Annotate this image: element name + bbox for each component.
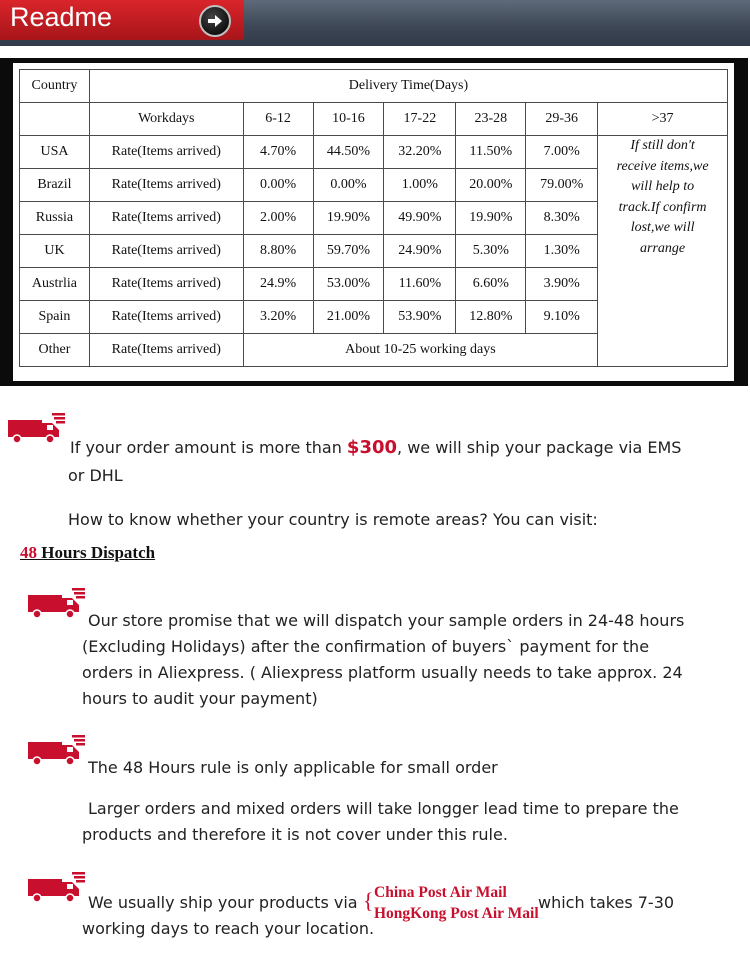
country-header: Country	[20, 70, 90, 103]
rate-cell: 53.90%	[384, 301, 456, 334]
note-line: If still don't	[630, 138, 695, 153]
rate-cell: 2.00%	[243, 202, 313, 235]
header-bar	[0, 0, 750, 46]
rate-label: Rate(Items arrived)	[89, 268, 243, 301]
order-suffix: , we will ship your package via EMS	[397, 438, 682, 457]
range-header: 29-36	[526, 103, 598, 136]
country-cell: Brazil	[20, 169, 90, 202]
mail-option-china: China Post Air Mail	[374, 884, 507, 901]
rate-cell: 6.60%	[456, 268, 526, 301]
rate-label: Rate(Items arrived)	[89, 301, 243, 334]
dispatch-section-title	[20, 543, 155, 563]
table-row	[20, 136, 728, 169]
rate-cell: 0.00%	[313, 169, 384, 202]
order-amount-line	[70, 435, 681, 461]
rate-cell: 24.9%	[243, 268, 313, 301]
workdays-label: Workdays	[89, 103, 243, 136]
country-cell: Austrlia	[20, 268, 90, 301]
rate-cell: 21.00%	[313, 301, 384, 334]
country-cell: USA	[20, 136, 90, 169]
rate-cell: 1.30%	[526, 235, 598, 268]
delivery-table-sheet	[13, 63, 734, 381]
ship-prefix: We usually ship your products via	[88, 893, 358, 912]
promise-line: orders in Aliexpress. ( Aliexpress platform usually needs to take approx. 24	[82, 663, 683, 682]
range-header: 10-16	[313, 103, 384, 136]
rate-cell: 8.30%	[526, 202, 598, 235]
rate-cell: 8.80%	[243, 235, 313, 268]
range-header: 6-12	[243, 103, 313, 136]
brace-mark: {	[363, 888, 374, 913]
range-header: >37	[598, 103, 728, 136]
mail-option-hongkong: HongKong Post Air Mail	[374, 905, 539, 922]
rate-label: Rate(Items arrived)	[89, 202, 243, 235]
note-cell	[598, 136, 728, 367]
country-cell: Other	[20, 334, 90, 367]
rate-cell: 5.30%	[456, 235, 526, 268]
rate-cell: 32.20%	[384, 136, 456, 169]
note-line: will help to	[631, 179, 695, 194]
country-cell: Spain	[20, 301, 90, 334]
ship-line-2: working days to reach your location.	[82, 919, 375, 938]
truck-icon	[28, 585, 86, 619]
rate-cell: 3.20%	[243, 301, 313, 334]
rate-cell: 20.00%	[456, 169, 526, 202]
remote-areas-line: How to know whether your country is remote areas? You can visit:	[68, 510, 598, 529]
rate-cell: 1.00%	[384, 169, 456, 202]
rate-cell: 12.80%	[456, 301, 526, 334]
larger-orders-line: products and therefore it is not cover under this rule.	[82, 825, 508, 844]
rate-label: Rate(Items arrived)	[89, 235, 243, 268]
note-line: lost,we will	[630, 220, 695, 235]
rate-cell: 11.50%	[456, 136, 526, 169]
rate-cell: 7.00%	[526, 136, 598, 169]
country-cell: Russia	[20, 202, 90, 235]
order-amount: $300	[346, 437, 398, 458]
order-line-2: or DHL	[68, 466, 123, 485]
promise-line: hours to audit your payment)	[82, 689, 318, 708]
rate-label: Rate(Items arrived)	[89, 136, 243, 169]
rate-cell: 59.70%	[313, 235, 384, 268]
table-range-row	[20, 103, 728, 136]
rule-line: The 48 Hours rule is only applicable for small order	[88, 758, 498, 777]
range-header: 17-22	[384, 103, 456, 136]
rate-cell: 53.00%	[313, 268, 384, 301]
rate-cell: 44.50%	[313, 136, 384, 169]
arrow-right-icon[interactable]	[199, 5, 231, 37]
rate-cell: 3.90%	[526, 268, 598, 301]
rate-cell: 24.90%	[384, 235, 456, 268]
other-rate-cell: About 10-25 working days	[243, 334, 598, 367]
dispatch-number: 48	[20, 543, 37, 562]
ship-suffix: which takes 7-30	[538, 893, 675, 912]
rate-cell: 11.60%	[384, 268, 456, 301]
truck-icon	[8, 410, 66, 444]
rate-cell: 9.10%	[526, 301, 598, 334]
order-prefix: If your order amount is more than	[70, 438, 347, 457]
truck-icon	[28, 732, 86, 766]
rate-cell: 49.90%	[384, 202, 456, 235]
country-cell: UK	[20, 235, 90, 268]
promise-line: Our store promise that we will dispatch your sample orders in 24-48 hours	[88, 611, 685, 630]
rate-cell: 79.00%	[526, 169, 598, 202]
rate-label: Rate(Items arrived)	[89, 169, 243, 202]
dispatch-title: Hours Dispatch	[37, 543, 156, 562]
rate-cell: 4.70%	[243, 136, 313, 169]
note-line: arrange	[640, 240, 686, 256]
readme-tab	[0, 0, 244, 40]
larger-orders-line: Larger orders and mixed orders will take longger lead time to prepare the	[88, 799, 679, 818]
range-header: 23-28	[456, 103, 526, 136]
rate-cell: 19.90%	[313, 202, 384, 235]
table-header-row	[20, 70, 728, 103]
rate-cell: 0.00%	[243, 169, 313, 202]
note-line: track.If confirm	[618, 199, 707, 215]
rate-cell: 19.90%	[456, 202, 526, 235]
promise-line: (Excluding Holidays) after the confirmation of buyers` payment for the	[82, 637, 650, 656]
delivery-table-panel	[0, 58, 748, 386]
delivery-time-table	[19, 69, 728, 367]
note-line: receive items,we	[616, 158, 709, 174]
readme-title: Readme	[10, 2, 113, 32]
truck-icon	[28, 869, 86, 903]
delivery-time-header: Delivery Time(Days)	[89, 70, 727, 103]
rate-label: Rate(Items arrived)	[89, 334, 243, 367]
